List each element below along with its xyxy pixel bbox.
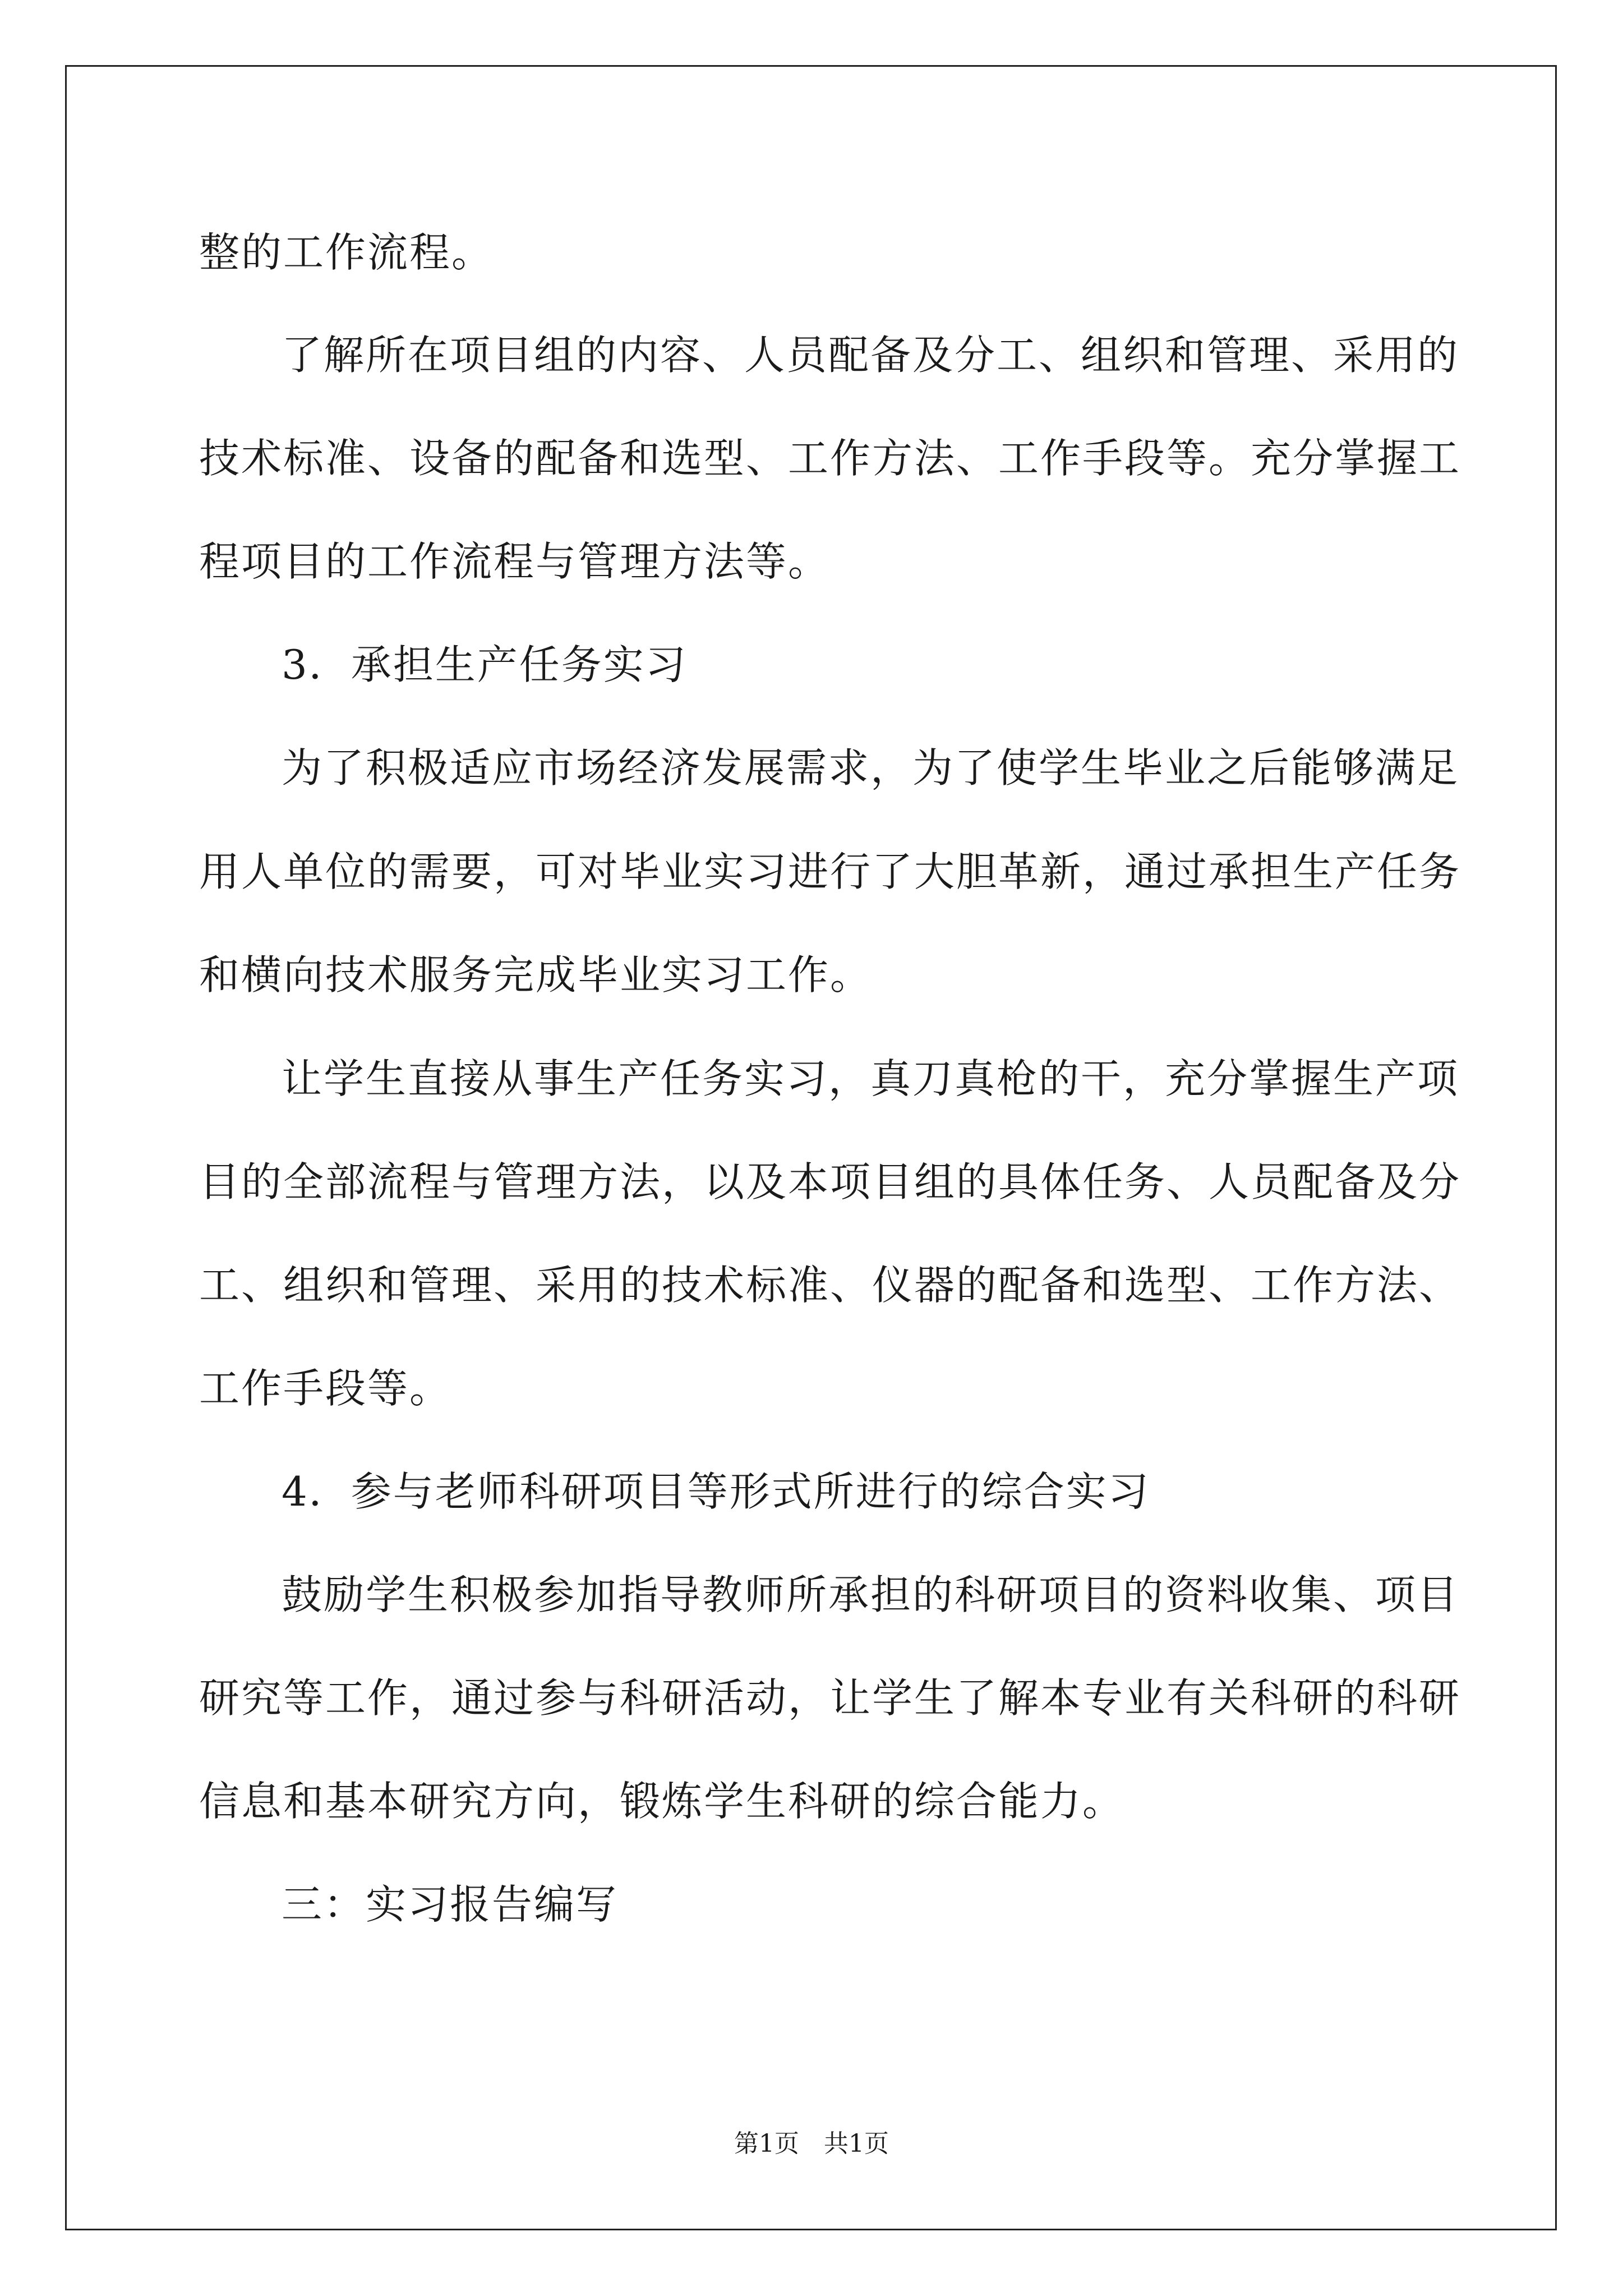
- text-line: 信息和基本研究方向，锻炼学生科研的综合能力。: [199, 1778, 1125, 1825]
- text-line: 为了积极适应市场经济发展需求，为了使学生毕业之后能够满足: [282, 744, 1460, 792]
- text-line: 用人单位的需要，可对毕业实习进行了大胆革新，通过承担生产任务: [199, 848, 1461, 895]
- text-line: 技术标准、设备的配备和选型、工作方法、工作手段等。充分掌握工: [199, 435, 1461, 482]
- text-line: 整的工作流程。: [199, 229, 494, 276]
- text-line: 程项目的工作流程与管理方法等。: [199, 538, 831, 585]
- section-heading: 3．承担生产任务实习: [282, 641, 688, 688]
- text-line: 鼓励学生积极参加指导教师所承担的科研项目的资料收集、项目: [282, 1571, 1460, 1618]
- text-line: 工、组织和管理、采用的技术标准、仪器的配备和选型、工作方法、: [199, 1262, 1461, 1309]
- text-line: 和横向技术服务完成毕业实习工作。: [199, 951, 873, 999]
- section-heading: 4．参与老师科研项目等形式所进行的综合实习: [282, 1468, 1150, 1515]
- page-footer: 第1页 共1页: [734, 2129, 889, 2158]
- text-line: 目的全部流程与管理方法，以及本项目组的具体任务、人员配备及分: [199, 1158, 1461, 1205]
- section-heading: 三：实习报告编写: [282, 1881, 619, 1928]
- text-line: 工作手段等。: [199, 1365, 452, 1412]
- text-line: 了解所在项目组的内容、人员配备及分工、组织和管理、采用的: [282, 332, 1460, 379]
- text-line: 研究等工作，通过参与科研活动，让学生了解本专业有关科研的科研: [199, 1674, 1461, 1722]
- text-line: 让学生直接从事生产任务实习，真刀真枪的干，充分掌握生产项: [282, 1055, 1460, 1102]
